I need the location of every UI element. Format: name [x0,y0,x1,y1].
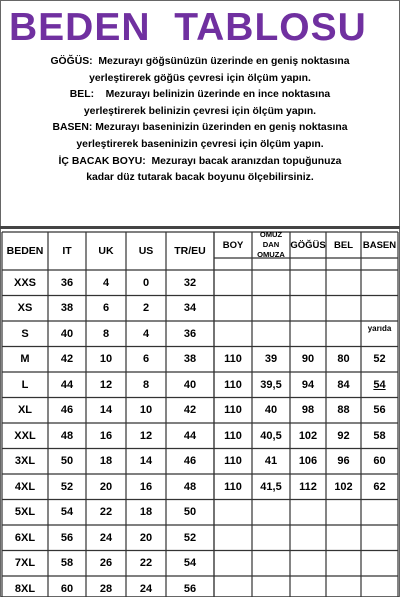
left-table-cell: 10 [99,353,113,366]
left-table-cell: XS [17,302,33,315]
right-table-cell [252,398,290,424]
left-table-cell: 6 [142,353,150,366]
page-title: BEDEN TABLOSU [9,6,367,49]
left-table-cell: 8 [142,378,150,391]
left-table-cell: 56 [60,531,74,544]
left-table-cell: XL [17,404,33,417]
right-table-cell [361,372,398,398]
left-table-cell: 22 [139,557,153,570]
right-table-cell-value: 84 [337,378,350,391]
right-table-cell-value: 106 [298,455,318,468]
right-table-cell [214,474,252,500]
left-table-cell: 14 [99,404,113,417]
instruction-line: İÇ BACAK BOYU: Mezurayı bacak aranızdan topuğunuza [58,155,342,167]
left-table-cell: 52 [60,480,74,493]
left-table-cell: 14 [139,455,153,468]
right-table-cell [326,449,361,475]
left-table-cell: 42 [183,404,197,417]
right-table-cell [326,372,361,398]
right-table-cell [252,423,290,449]
right-table-cell [252,372,290,398]
right-table-header: GÖĞÜS [290,239,326,251]
right-table-cell-value: 52 [373,353,386,366]
right-table-cell-value: 41,5 [260,480,282,493]
right-table-cell [290,423,326,449]
left-table-cell: 0 [142,276,150,289]
right-table-cell-value: 102 [298,429,318,442]
right-table-cell-value: 40 [264,404,278,417]
right-table-cell [361,347,398,373]
right-table-cell-value: 88 [337,404,350,417]
right-table-header-part: OMUZ [259,230,283,239]
left-table-header: IT [62,245,72,257]
instruction-line: yerleştirerek belinizin çevresi için ölçüm yapın. [83,105,317,117]
left-table-cell: 2 [142,302,150,315]
right-table-cell [361,449,398,475]
right-table-header-part: DAN [262,240,280,249]
left-table-cell: 8 [102,327,110,340]
basen-note: yarıda [367,324,392,333]
right-table-cell [361,398,398,424]
right-table-cell-value: 110 [224,455,242,468]
left-table-cell: M [20,353,30,366]
right-table-cell-value: 110 [224,429,242,442]
right-table-cell-value: 112 [299,480,317,493]
right-table-cell [361,474,398,500]
right-table-cell-value: 96 [337,455,350,468]
left-table-cell: 40 [60,327,74,340]
left-table-cell: 40 [183,378,197,391]
right-table-cell-value: 54 [373,378,386,391]
right-table-cell-value: 41 [264,455,278,468]
left-table-cell: 22 [99,506,113,519]
left-table-cell: 34 [183,302,197,315]
left-table-cell: L [21,378,29,391]
left-table-header: TR/EU [174,245,206,257]
left-table-cell: 38 [183,353,197,366]
left-table-cell: 5XL [14,506,36,519]
left-table-header: US [138,245,154,257]
right-table-cell [214,423,252,449]
left-table-cell: 54 [60,506,74,519]
left-table-cell: S [21,327,29,340]
right-table-cell-value: 39,5 [260,378,282,391]
left-table-cell: 46 [60,404,74,417]
left-table-cell: 50 [183,506,197,519]
right-table-cell [290,474,326,500]
left-table-cell: 12 [139,429,153,442]
right-table-cell [326,398,361,424]
left-table-cell: 54 [183,557,197,570]
right-table-cell-value: 39 [264,353,278,366]
right-table-cell [214,449,252,475]
left-table-cell: 16 [139,480,153,493]
left-table-cell: 18 [139,506,153,519]
right-table-cell-value: 62 [373,480,386,493]
right-table-cell-value: 102 [334,480,353,493]
right-table-cell [252,474,290,500]
left-table-cell: 4 [102,276,110,289]
left-table-cell: 20 [99,480,113,493]
left-table-header: BEDEN [6,245,44,257]
left-table-header: UK [98,245,114,257]
left-table-cell: 18 [99,455,113,468]
right-table-cell-value: 110 [224,353,242,366]
left-table-cell: 24 [99,531,113,544]
right-table-cell [361,423,398,449]
right-table-cell [326,347,361,373]
left-table-cell: 48 [60,429,74,442]
left-table-cell: 58 [60,557,74,570]
right-table-cell [252,449,290,475]
right-table-cell [326,423,361,449]
left-table-cell: 6XL [14,531,36,544]
left-table-cell: 56 [183,582,197,595]
left-table-cell: 6 [102,302,110,315]
right-table-cell [326,474,361,500]
right-table-header: BEL [334,239,353,251]
right-table-cell-value: 110 [224,378,242,391]
right-table-cell-value: 92 [337,429,350,442]
right-table-cell-value: 80 [337,353,350,366]
left-table-cell: 10 [139,404,153,417]
right-table-header [252,232,290,258]
left-table-cell: 52 [183,531,197,544]
left-table-cell: 36 [60,276,74,289]
right-table-cell [252,347,290,373]
left-table-cell: 4XL [14,480,36,493]
left-table-cell: 28 [99,582,113,595]
right-table-cell-value: 110 [224,480,242,493]
right-table-header-part: OMUZA [257,250,285,259]
left-table-cell: 8XL [14,582,36,595]
left-table-cell: 32 [183,276,197,289]
right-table-cell-value: 98 [301,404,315,417]
left-table-cell: 60 [60,582,74,595]
instruction-line: kadar düz tutarak bacak boyunu ölçebilirsiniz. [86,172,314,184]
right-table-cell-value: 58 [373,429,386,442]
left-table-cell: 12 [99,378,113,391]
right-table-cell [214,398,252,424]
right-table-cell [214,347,252,373]
left-table-cell: 50 [60,455,74,468]
right-table-cell-value: 90 [301,353,315,366]
instruction-line: yerleştirerek göğüs çevresi için ölçüm yapın. [89,72,311,84]
left-table-cell: 26 [99,557,113,570]
left-table-cell: 3XL [14,455,36,468]
instruction-line: GÖĞÜS: Mezurayı göğsünüzün üzerinde en geniş noktasına [50,56,350,67]
left-table-cell: 44 [183,429,197,442]
right-table-cell [290,449,326,475]
left-table-cell: XXS [13,276,36,289]
right-table-cell-value: 110 [224,404,242,417]
left-table-cell: 16 [99,429,113,442]
instruction-line: yerleştirerek baseninizin çevresi için ölçüm yapın. [76,138,324,150]
left-table-cell: 7XL [14,557,36,570]
right-table-cell-value: 40,5 [260,429,282,442]
left-table-cell: 20 [139,531,153,544]
left-table-cell: 44 [60,378,74,391]
right-table-cell [290,347,326,373]
left-table-cell: 24 [139,582,153,595]
left-table-cell: 36 [183,327,197,340]
right-table-header: BOY [222,239,244,251]
left-table-cell: 42 [60,353,74,366]
right-table-cell [290,398,326,424]
instruction-line: BEL: Mezurayı belinizin üzerinde en ince noktasına [69,89,331,101]
right-table-cell [290,372,326,398]
left-table-cell: 4 [142,327,150,340]
right-table-cell-value: 94 [301,378,315,391]
right-table-header: BASEN [362,239,397,251]
left-table-cell: 48 [183,480,197,493]
right-table-cell [214,372,252,398]
left-table-cell: 38 [60,302,74,315]
instruction-line: BASEN: Mezurayı baseninizin üzerinden en geniş noktasına [52,122,348,134]
right-table-cell-value: 56 [373,404,386,417]
left-table-cell: XXL [14,429,36,442]
left-table-cell: 46 [183,455,197,468]
right-table-cell-value: 60 [373,455,386,468]
